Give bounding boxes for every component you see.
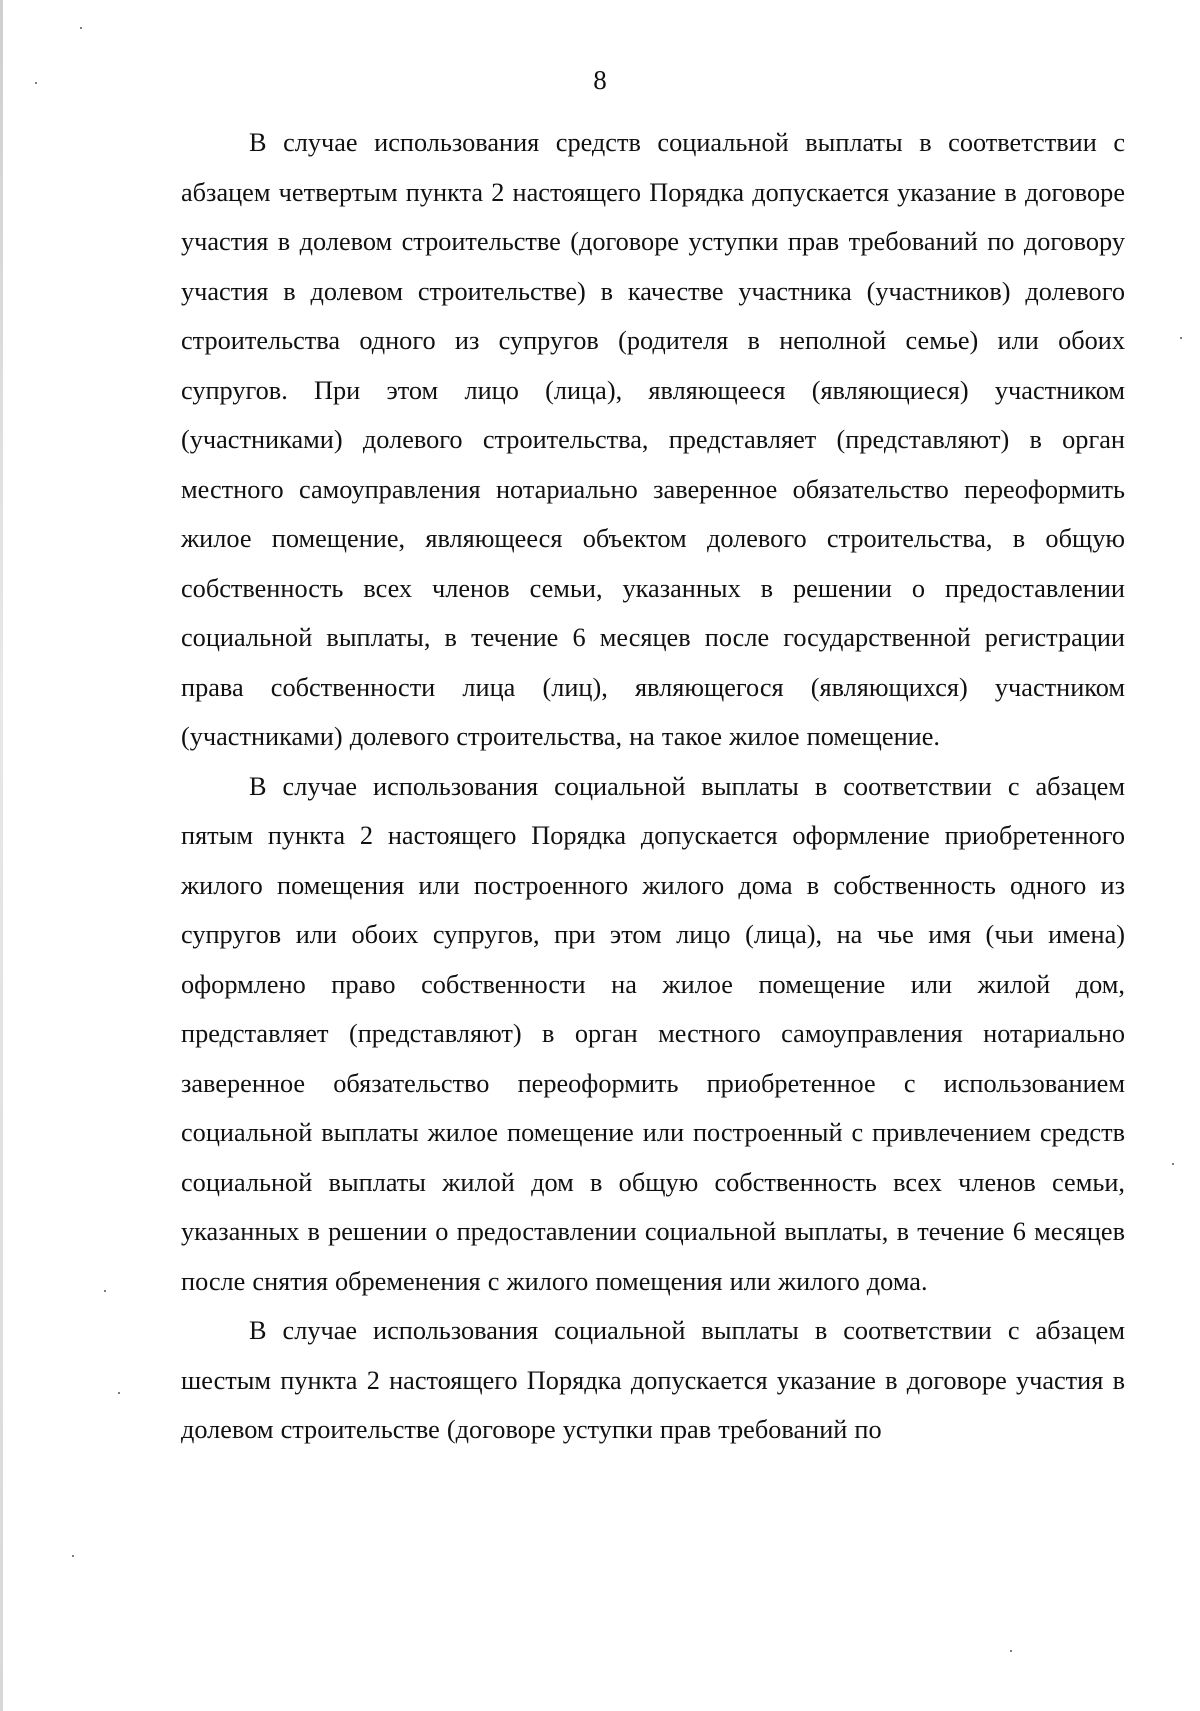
page-number: 8 [593,65,607,95]
paragraph-1: В случае использования средств социальной выплаты в соответствии с абзацем четвертым пункта 2 настоящего Порядка допускается указание в договоре участия в долевом строительстве (договоре уступки прав требований по договору участия в долевом строительстве) в качестве участника (участников) долевого строительства одного из супругов (родителя в неполной семье) или обоих супругов. При этом лицо (лица), являющееся (являющиеся) участником (участниками) долевого строительства, представляет (представляют) в орган местного самоуправления нотариально заверенное обязательство переоформить жилое помещение, являющееся объектом долевого строительства, в общую собственность всех членов семьи, указанных в решении о предоставлении социальной выплаты, в течение 6 месяцев после государственной регистрации права собственности лица (лиц), являющегося (являющихся) участником (участниками) долевого строительства, на такое жилое помещение. [181,128,1125,751]
scan-speck [72,1555,74,1557]
scan-speck [80,27,82,29]
scan-speck [104,1290,106,1292]
scan-speck [35,82,37,84]
scan-speck [1010,1650,1012,1652]
paragraph-3: В случае использования социальной выплаты в соответствии с абзацем шестым пункта 2 настоящего Порядка допускается указание в договоре участия в долевом строительстве (договоре уступки прав требований по [181,1316,1125,1444]
paragraph-2: В случае использования социальной выплаты в соответствии с абзацем пятым пункта 2 настоящего Порядка допускается оформление приобретенного жилого помещения или построенного жилого дома в собственность одного из супругов или обоих супругов, при этом лицо (лица), на чье имя (чьи имена) оформлено право собственности на жилое помещение или жилой дом, представляет (представляют) в орган местного самоуправления нотариально заверенное обязательство переоформить приобретенное с использованием социальной выплаты жилое помещение или построенный с привлечением средств социальной выплаты жилой дом в общую собственность всех членов семьи, указанных в решении о предоставлении социальной выплаты, в течение 6 месяцев после снятия обременения с жилого помещения или жилого дома. [181,771,1125,1296]
scan-speck [1180,337,1182,339]
scan-speck [1172,1163,1174,1165]
scan-edge [0,0,3,1711]
scan-speck [118,1392,120,1394]
document-body [181,118,1125,1455]
